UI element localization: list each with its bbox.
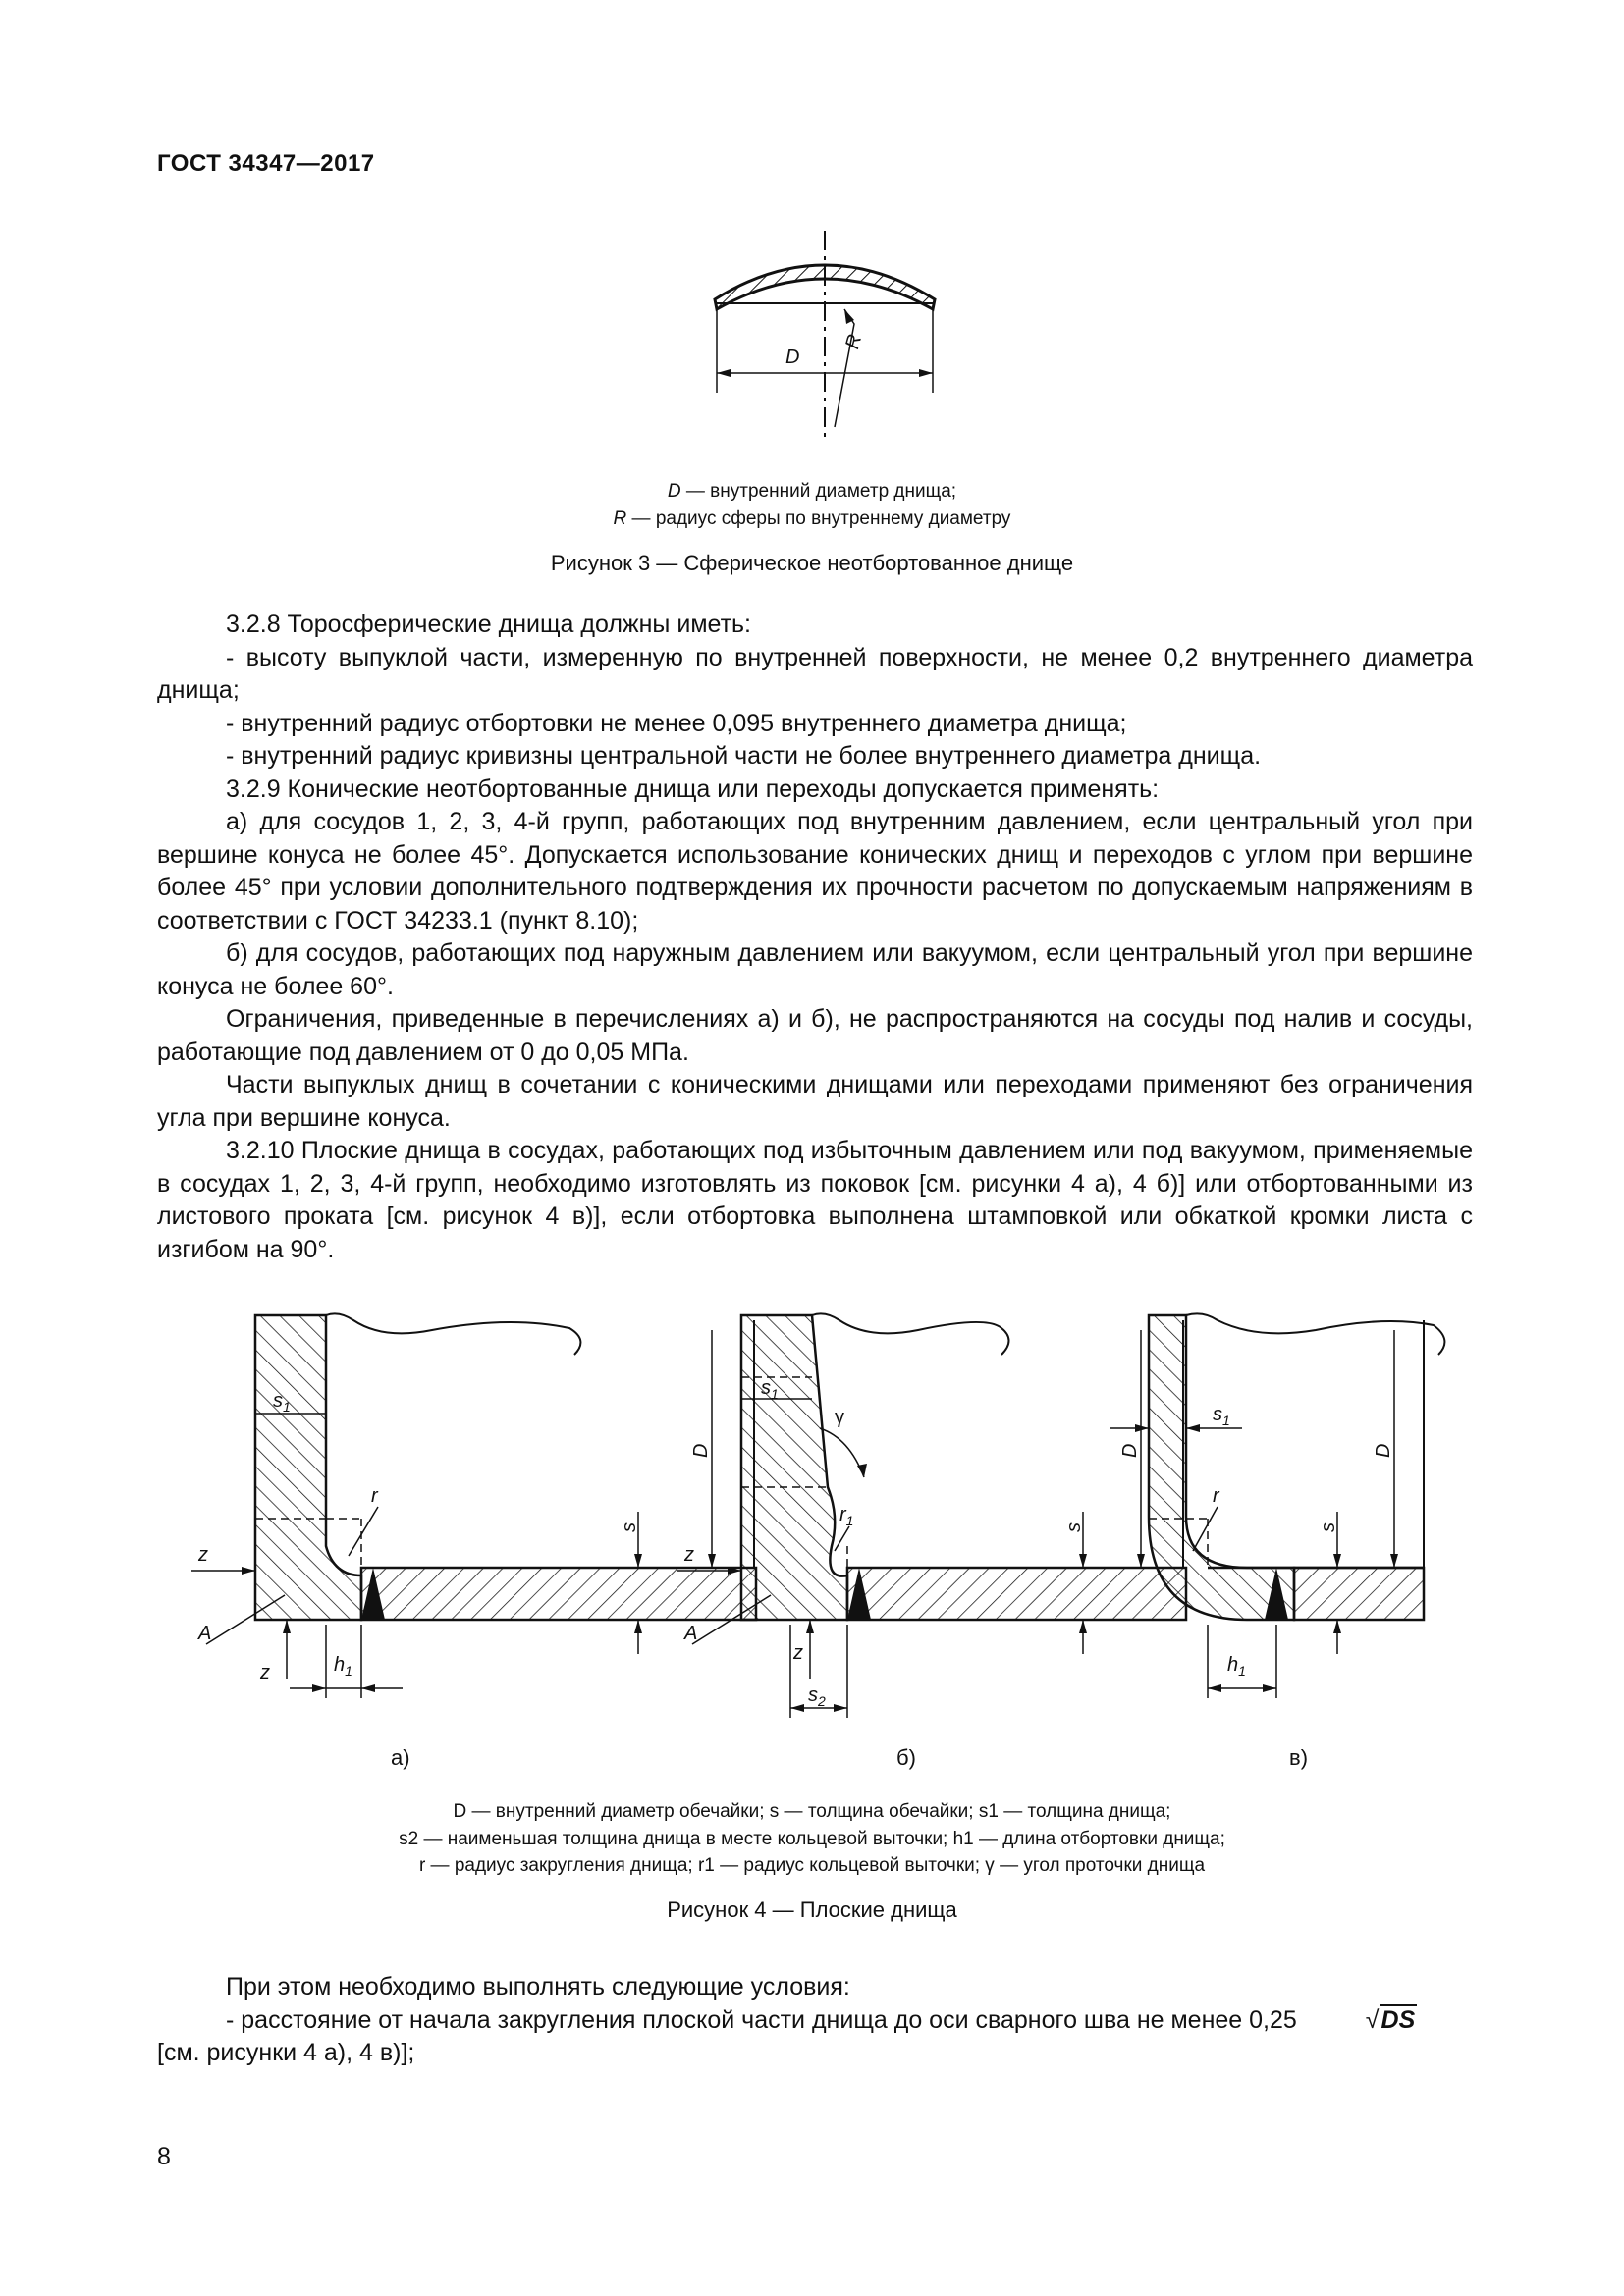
fig4c-label-s1: $s_1$ — [1213, 1404, 1230, 1428]
fig4a-label-h1: $h_1$ — [334, 1654, 352, 1679]
fig4b-label-s2: $s_2$ — [808, 1684, 826, 1709]
fig4c-label-h1: $h_1$ — [1227, 1654, 1246, 1679]
fig4c-label-d: D — [1373, 1443, 1394, 1458]
fig4b-label-r1: $r_1$ — [839, 1504, 854, 1528]
fig4a-label-a: A — [198, 1623, 212, 1644]
document-header: ГОСТ 34347—2017 — [157, 150, 375, 177]
fig4a-label-s: s — [619, 1522, 640, 1532]
figure4c — [1110, 1313, 1444, 1698]
fig4b-label-z-bottom: z — [793, 1642, 803, 1664]
fig4c-label-r: r — [1213, 1485, 1219, 1507]
figure3-title: Рисунок 3 — Сферическое неотбортованное днище — [550, 551, 1074, 575]
fig4a-label-r: r — [371, 1485, 378, 1507]
fig4a-label-z-left: z — [198, 1544, 208, 1566]
figure4c-label: в) — [1289, 1745, 1309, 1770]
page-number: 8 — [157, 2143, 171, 2170]
fig4b-label-s: s — [1063, 1522, 1085, 1532]
figure3-label-d: D — [785, 347, 800, 368]
figure4b — [677, 1313, 1186, 1718]
fig4a-label-d: D — [690, 1443, 712, 1458]
figure4a-label: а) — [391, 1745, 410, 1770]
fig4a-label-z-bottom: z — [260, 1662, 270, 1683]
body-text-2: При этом необходимо выполнять следующие условия: - расстояние от начала закругления плоской части днища до оси сварного шва не менее 0,25 √DS [см. рисунки 4 а), 4 в)]; — [157, 1973, 1416, 2066]
figure3-legend: D — внутренний диаметр днища; R — радиус сферы по внутреннему диаметру — [613, 481, 1011, 529]
fig4b-label-a: A — [684, 1623, 698, 1644]
fig4b-label-gamma: γ — [835, 1407, 844, 1428]
figure4-legend: D — внутренний диаметр обечайки; s — толщина обечайки; s1 — толщина днища; s2 — наименьшая толщина днища в месте кольцевой выточки; h1 — длина отбортовки днища; r — радиус закругления днища; r1 — радиус кольцевой выточки; γ — угол проточки днища — [399, 1801, 1225, 1877]
body-text-1: 3.2.8 Торосферические днища должны иметь: - высоту выпуклой части, измеренную по внутренней поверхности, не менее 0,2 внутреннего диаметра днища; - внутренний радиус отбортовки не менее 0,095 внутреннего диаметра днища; - внутренний радиус кривизны центральной части не более внутреннего диаметра днища. 3.2.9 Конические неотбортованные днища или переходы допускается применять: а) для сосудов 1, 2, 3, 4-й групп, работающих под внутренним давлением, если центральный угол при вершине конуса не более 45°. Допускается использование конических днищ и переходов с углом при вершине более 45° при условии дополнительного подтверждения их прочности расчетом по допускаемым напряжениям в соответствии с ГОСТ 34233.1 (пункт 8.10); б) для сосудов, работающих под наружным давлением или вакуумом, если центральный угол при вершине конуса не более 60°. Ограничения, приведенные в перечислениях а) и б), не распространяются на сосуды под налив и сосуды, работающие под давлением от 0 до 0,05 МПа. Части выпуклых днищ в сочетании с коническими днищами или переходами применяют без ограничения угла при вершине конуса. 3.2.10 Плоские днища в сосудах, работающих под избыточным давлением или под вакуумом, применяемые в сосудах 1, 2, 3, 4-й групп, необходимо изготовлять из поковок [см. рисунки 4 а), 4 б)] или отбортованными из листового проката [см. рисунок 4 в)], если отбортовка выполнена штамповкой или обкаткой кромки листа с изгибом на 90°. — [157, 611, 1473, 1263]
fig4c-label-s: s — [1318, 1522, 1339, 1532]
figure4-drawing — [177, 1310, 1473, 1733]
figure4a — [191, 1313, 756, 1698]
figure4-title: Рисунок 4 — Плоские днища — [667, 1897, 957, 1922]
figure3-label-r: R — [841, 332, 867, 352]
fig4b-label-z-left: z — [684, 1544, 694, 1566]
figure3-drawing — [687, 221, 962, 447]
sqrt-expression: √DS — [1365, 2005, 1416, 2034]
fig4b-label-d: D — [1119, 1443, 1141, 1458]
figure4b-label: б) — [896, 1745, 916, 1770]
fig4b-label-s1: $s_1$ — [761, 1377, 779, 1402]
fig4a-label-s1: $s_1$ — [273, 1390, 291, 1415]
